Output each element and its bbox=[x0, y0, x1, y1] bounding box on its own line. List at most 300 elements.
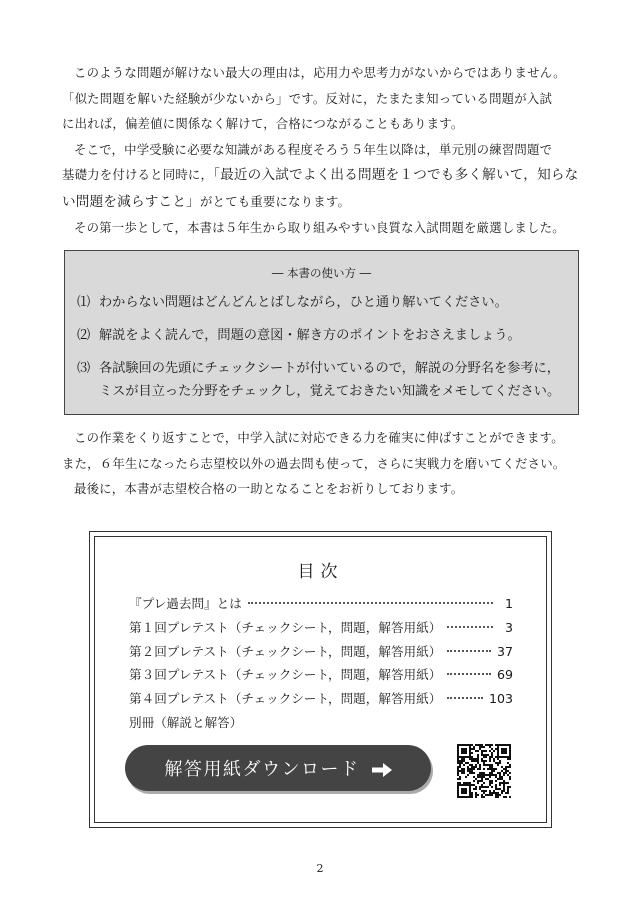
qr-module bbox=[457, 770, 459, 772]
qr-module bbox=[507, 758, 509, 760]
qr-module bbox=[509, 744, 511, 746]
qr-module bbox=[509, 758, 511, 760]
qr-module bbox=[491, 756, 493, 758]
qr-module bbox=[475, 794, 477, 796]
qr-module bbox=[475, 786, 477, 788]
qr-module bbox=[459, 776, 461, 778]
qr-module bbox=[485, 760, 487, 762]
qr-module bbox=[487, 744, 489, 746]
qr-module bbox=[495, 744, 497, 746]
qr-module bbox=[483, 774, 485, 776]
toc-row-page: 1 bbox=[504, 596, 513, 611]
qr-module bbox=[497, 762, 499, 764]
qr-module bbox=[463, 772, 465, 774]
toc-row-label: 第３回プレテスト（チェックシート，問題，解答用紙） bbox=[129, 667, 442, 683]
qr-module bbox=[465, 744, 467, 746]
qr-module bbox=[507, 766, 509, 768]
qr-module bbox=[463, 788, 465, 790]
qr-module bbox=[463, 790, 465, 792]
qr-module bbox=[493, 774, 495, 776]
qr-module bbox=[497, 744, 499, 746]
qr-module bbox=[473, 760, 475, 762]
qr-module bbox=[487, 794, 489, 796]
qr-module bbox=[481, 760, 483, 762]
qr-module bbox=[467, 770, 469, 772]
qr-module bbox=[501, 778, 503, 780]
qr-module bbox=[495, 796, 497, 798]
qr-module bbox=[479, 748, 481, 750]
qr-module bbox=[495, 774, 497, 776]
qr-module bbox=[465, 788, 467, 790]
qr-module bbox=[467, 796, 469, 798]
toc-row-label: 別冊（解説と解答） bbox=[129, 714, 243, 730]
qr-module bbox=[469, 796, 471, 798]
qr-module bbox=[457, 746, 459, 748]
qr-module bbox=[475, 764, 477, 766]
qr-module bbox=[477, 794, 479, 796]
usage-item-text: ミスが目立った分野をチェックし，覚えておきたい知識をメモしてください。 bbox=[99, 384, 561, 399]
qr-module bbox=[485, 790, 487, 792]
toc-leader bbox=[447, 650, 491, 652]
toc-list bbox=[129, 593, 513, 736]
qr-module bbox=[497, 772, 499, 774]
qr-module bbox=[491, 772, 493, 774]
qr-module bbox=[503, 750, 505, 752]
qr-module bbox=[475, 788, 477, 790]
qr-module bbox=[471, 764, 473, 766]
qr-module bbox=[463, 758, 465, 760]
qr-module bbox=[493, 770, 495, 772]
download-button-label: 解答用紙ダウンロード bbox=[164, 759, 360, 780]
qr-module bbox=[491, 794, 493, 796]
qr-module bbox=[485, 774, 487, 776]
qr-module bbox=[479, 788, 481, 790]
qr-module bbox=[483, 776, 485, 778]
qr-module bbox=[459, 770, 461, 772]
qr-module bbox=[475, 778, 477, 780]
qr-module bbox=[461, 770, 463, 772]
qr-module bbox=[485, 764, 487, 766]
qr-module bbox=[481, 794, 483, 796]
qr-module bbox=[489, 760, 491, 762]
qr-module bbox=[491, 766, 493, 768]
qr-module bbox=[483, 792, 485, 794]
qr-module bbox=[505, 768, 507, 770]
qr-module bbox=[475, 792, 477, 794]
qr-module bbox=[491, 792, 493, 794]
qr-module bbox=[489, 764, 491, 766]
qr-module bbox=[505, 744, 507, 746]
qr-module bbox=[477, 750, 479, 752]
qr-module bbox=[467, 784, 469, 786]
intro-line: がとても重要になります。 bbox=[199, 193, 351, 209]
qr-module bbox=[495, 748, 497, 750]
qr-module bbox=[497, 792, 499, 794]
qr-module bbox=[477, 756, 479, 758]
intro-line: そこで，中学受験に必要な知識がある程度そろう５年生以降は，単元別の練習問題で bbox=[74, 141, 553, 157]
qr-module bbox=[483, 760, 485, 762]
qr-module bbox=[489, 776, 491, 778]
qr-module bbox=[469, 790, 471, 792]
qr-module bbox=[471, 784, 473, 786]
qr-module bbox=[501, 766, 503, 768]
qr-module bbox=[505, 770, 507, 772]
qr-module bbox=[479, 786, 481, 788]
qr-module bbox=[497, 748, 499, 750]
qr-module bbox=[473, 766, 475, 768]
qr-module bbox=[495, 776, 497, 778]
usage-title: ― 本書の使い方 ― bbox=[271, 266, 372, 280]
qr-module bbox=[489, 766, 491, 768]
qr-module bbox=[469, 754, 471, 756]
qr-module bbox=[475, 796, 477, 798]
qr-module bbox=[509, 746, 511, 748]
qr-module bbox=[489, 750, 491, 752]
qr-module bbox=[463, 752, 465, 754]
qr-module bbox=[461, 792, 463, 794]
intro-line: 「似た問題を解いた経験が少ないから」です。反対に，たまたま知っている問題が入試 bbox=[62, 90, 553, 106]
qr-module bbox=[471, 796, 473, 798]
qr-module bbox=[471, 772, 473, 774]
qr-module bbox=[461, 790, 463, 792]
qr-module bbox=[457, 790, 459, 792]
usage-item-text: 各試験回の先頭にチェックシートが付いているので，解説の分野名を参考に， bbox=[99, 361, 560, 376]
qr-module bbox=[503, 774, 505, 776]
qr-module bbox=[483, 756, 485, 758]
qr-module bbox=[481, 744, 483, 746]
qr-module bbox=[469, 770, 471, 772]
qr-module bbox=[505, 750, 507, 752]
qr-module bbox=[509, 786, 511, 788]
qr-module bbox=[461, 768, 463, 770]
usage-item-text: 解説をよく読んで，問題の意図・解き方のポイントをおさえましょう。 bbox=[99, 328, 521, 343]
qr-module bbox=[497, 746, 499, 748]
qr-module bbox=[509, 778, 511, 780]
qr-module bbox=[491, 754, 493, 756]
qr-module bbox=[475, 760, 477, 762]
qr-module bbox=[471, 756, 473, 758]
qr-module bbox=[491, 774, 493, 776]
qr-module bbox=[503, 772, 505, 774]
qr-module bbox=[457, 750, 459, 752]
qr-module bbox=[465, 756, 467, 758]
qr-module bbox=[491, 748, 493, 750]
qr-module bbox=[477, 774, 479, 776]
qr-module bbox=[471, 748, 473, 750]
qr-module bbox=[501, 790, 503, 792]
qr-module bbox=[483, 790, 485, 792]
qr-module bbox=[503, 752, 505, 754]
qr-module bbox=[457, 788, 459, 790]
qr-module bbox=[461, 788, 463, 790]
qr-module bbox=[465, 792, 467, 794]
page-number: 2 bbox=[316, 862, 324, 875]
qr-module bbox=[505, 772, 507, 774]
qr-module bbox=[477, 768, 479, 770]
qr-module bbox=[471, 766, 473, 768]
qr-module bbox=[491, 782, 493, 784]
qr-module bbox=[489, 758, 491, 760]
qr-module bbox=[477, 762, 479, 764]
qr-module bbox=[463, 796, 465, 798]
qr-module bbox=[467, 744, 469, 746]
qr-module bbox=[477, 758, 479, 760]
qr-module bbox=[483, 750, 485, 752]
qr-module bbox=[491, 752, 493, 754]
usage-item bbox=[77, 324, 560, 347]
qr-module bbox=[499, 794, 501, 796]
qr-module bbox=[489, 744, 491, 746]
qr-module bbox=[483, 764, 485, 766]
qr-module bbox=[457, 792, 459, 794]
qr-module bbox=[483, 762, 485, 764]
qr-module bbox=[461, 744, 463, 746]
qr-module bbox=[483, 754, 485, 756]
qr-module bbox=[465, 776, 467, 778]
qr-module bbox=[493, 792, 495, 794]
usage-list bbox=[77, 291, 560, 403]
qr-module bbox=[467, 782, 469, 784]
qr-module bbox=[467, 766, 469, 768]
qr-module bbox=[461, 762, 463, 764]
qr-module bbox=[495, 768, 497, 770]
qr-module bbox=[503, 744, 505, 746]
qr-module bbox=[481, 790, 483, 792]
qr-module bbox=[469, 758, 471, 760]
qr-module bbox=[481, 754, 483, 756]
qr-module bbox=[503, 790, 505, 792]
qr-module bbox=[491, 764, 493, 766]
qr-module bbox=[479, 744, 481, 746]
qr-module bbox=[501, 750, 503, 752]
qr-module bbox=[469, 782, 471, 784]
qr-module bbox=[477, 780, 479, 782]
qr-module bbox=[503, 768, 505, 770]
qr-module bbox=[483, 796, 485, 798]
closing-line: また，６年生になったら志望校以外の過去問も使って，さらに実戦力を磨いてください。 bbox=[62, 455, 566, 471]
qr-module bbox=[501, 782, 503, 784]
qr-module bbox=[489, 784, 491, 786]
qr-module bbox=[509, 752, 511, 754]
qr-module bbox=[457, 768, 459, 770]
qr-module bbox=[465, 752, 467, 754]
qr-module bbox=[473, 772, 475, 774]
qr-module bbox=[509, 750, 511, 752]
qr-module bbox=[459, 760, 461, 762]
toc-row-label: 第４回プレテスト（チェックシート，問題，解答用紙） bbox=[129, 691, 442, 707]
qr-module bbox=[473, 788, 475, 790]
qr-module bbox=[501, 744, 503, 746]
intro-line: その第一歩として，本書は５年生から取り組みやすい良質な入試問題を厳選しました。 bbox=[74, 220, 565, 235]
qr-module bbox=[469, 752, 471, 754]
qr-module bbox=[499, 772, 501, 774]
qr-module bbox=[503, 786, 505, 788]
qr-module bbox=[471, 792, 473, 794]
qr-module bbox=[503, 780, 505, 782]
qr-module bbox=[475, 766, 477, 768]
qr-module bbox=[465, 762, 467, 764]
intro-line: このような問題が解けない最大の理由は，応用力や思考力がないからではありません。 bbox=[74, 65, 566, 80]
qr-module bbox=[469, 792, 471, 794]
qr-module bbox=[479, 772, 481, 774]
qr-module bbox=[469, 772, 471, 774]
qr-module bbox=[507, 790, 509, 792]
qr-module bbox=[493, 758, 495, 760]
qr-module bbox=[459, 756, 461, 758]
qr-module bbox=[495, 784, 497, 786]
qr-module bbox=[479, 768, 481, 770]
qr-module bbox=[507, 786, 509, 788]
qr-module bbox=[479, 776, 481, 778]
qr-module bbox=[463, 782, 465, 784]
intro-emphasis: 「最近の入試でよく出る問題を１つでも多く解いて，知らな bbox=[213, 167, 579, 183]
qr-module bbox=[463, 750, 465, 752]
qr-module bbox=[495, 756, 497, 758]
qr-module bbox=[499, 762, 501, 764]
qr-module bbox=[481, 746, 483, 748]
qr-module bbox=[481, 796, 483, 798]
intro-paragraphs bbox=[62, 60, 582, 241]
qr-module bbox=[483, 768, 485, 770]
qr-module bbox=[491, 744, 493, 746]
qr-module bbox=[495, 762, 497, 764]
closing-line: 最後に，本書が志望校合格の一助となることをお祈りしております。 bbox=[74, 481, 464, 496]
qr-module bbox=[469, 748, 471, 750]
qr-module bbox=[477, 754, 479, 756]
qr-module bbox=[497, 754, 499, 756]
qr-module bbox=[501, 756, 503, 758]
qr-module bbox=[469, 794, 471, 796]
qr-module bbox=[503, 756, 505, 758]
qr-module bbox=[509, 766, 511, 768]
qr-module bbox=[499, 760, 501, 762]
qr-module bbox=[507, 782, 509, 784]
qr-module bbox=[503, 782, 505, 784]
toc-leader bbox=[447, 626, 493, 628]
qr-module bbox=[501, 748, 503, 750]
qr-module bbox=[499, 756, 501, 758]
qr-module bbox=[481, 776, 483, 778]
usage-item bbox=[77, 291, 560, 314]
toc-leader bbox=[447, 697, 483, 699]
qr-module bbox=[469, 768, 471, 770]
qr-module bbox=[481, 752, 483, 754]
qr-module bbox=[459, 766, 461, 768]
download-answer-sheet-button[interactable] bbox=[125, 745, 431, 791]
qr-module bbox=[459, 762, 461, 764]
qr-module bbox=[473, 758, 475, 760]
qr-module bbox=[499, 776, 501, 778]
usage-box bbox=[64, 250, 579, 415]
qr-module bbox=[465, 782, 467, 784]
qr-module bbox=[495, 794, 497, 796]
qr-module bbox=[475, 744, 477, 746]
qr-module bbox=[489, 772, 491, 774]
qr-module bbox=[487, 786, 489, 788]
qr-module bbox=[491, 768, 493, 770]
qr-module bbox=[471, 744, 473, 746]
qr-module bbox=[491, 770, 493, 772]
qr-module bbox=[461, 750, 463, 752]
qr-module bbox=[505, 756, 507, 758]
qr-module bbox=[507, 756, 509, 758]
qr-module bbox=[505, 782, 507, 784]
qr-module bbox=[487, 764, 489, 766]
qr-module bbox=[507, 762, 509, 764]
qr-module bbox=[477, 776, 479, 778]
qr-module bbox=[497, 796, 499, 798]
qr-module bbox=[491, 780, 493, 782]
qr-module bbox=[501, 792, 503, 794]
qr-module bbox=[489, 780, 491, 782]
qr-module bbox=[471, 758, 473, 760]
qr-module bbox=[507, 774, 509, 776]
qr-module bbox=[481, 772, 483, 774]
qr-module bbox=[477, 744, 479, 746]
qr-module bbox=[483, 746, 485, 748]
toc-row-label: 『プレ過去問』とは bbox=[129, 596, 242, 611]
qr-module bbox=[463, 764, 465, 766]
qr-module bbox=[473, 780, 475, 782]
qr-code-icon[interactable] bbox=[457, 744, 511, 798]
qr-module bbox=[471, 760, 473, 762]
toc-leader bbox=[447, 673, 491, 675]
qr-module bbox=[485, 756, 487, 758]
qr-module bbox=[457, 774, 459, 776]
qr-module bbox=[497, 778, 499, 780]
qr-module bbox=[463, 784, 465, 786]
qr-module bbox=[461, 772, 463, 774]
qr-module bbox=[489, 768, 491, 770]
qr-module bbox=[465, 750, 467, 752]
qr-module bbox=[487, 768, 489, 770]
toc-row bbox=[129, 688, 513, 712]
qr-module bbox=[463, 756, 465, 758]
qr-module bbox=[471, 768, 473, 770]
qr-module bbox=[463, 768, 465, 770]
toc-row-page: 69 bbox=[496, 667, 513, 683]
qr-module bbox=[461, 784, 463, 786]
qr-module bbox=[471, 794, 473, 796]
qr-module bbox=[479, 780, 481, 782]
qr-module bbox=[473, 748, 475, 750]
qr-module bbox=[481, 758, 483, 760]
qr-module bbox=[497, 756, 499, 758]
qr-module bbox=[499, 788, 501, 790]
qr-module bbox=[489, 746, 491, 748]
qr-module bbox=[481, 778, 483, 780]
qr-module bbox=[481, 786, 483, 788]
qr-module bbox=[467, 774, 469, 776]
qr-module bbox=[467, 762, 469, 764]
qr-module bbox=[461, 756, 463, 758]
qr-module bbox=[509, 748, 511, 750]
qr-module bbox=[469, 744, 471, 746]
qr-module bbox=[469, 764, 471, 766]
qr-module bbox=[509, 756, 511, 758]
intro-line: 基礎力を付けると同時に， bbox=[62, 167, 214, 182]
qr-module bbox=[487, 754, 489, 756]
qr-module bbox=[485, 778, 487, 780]
usage-item-number: ⑶ bbox=[77, 361, 91, 376]
table-of-contents bbox=[89, 531, 552, 828]
qr-module bbox=[509, 764, 511, 766]
qr-module bbox=[485, 750, 487, 752]
qr-module bbox=[493, 790, 495, 792]
qr-module bbox=[457, 756, 459, 758]
qr-module bbox=[503, 788, 505, 790]
qr-module bbox=[499, 782, 501, 784]
